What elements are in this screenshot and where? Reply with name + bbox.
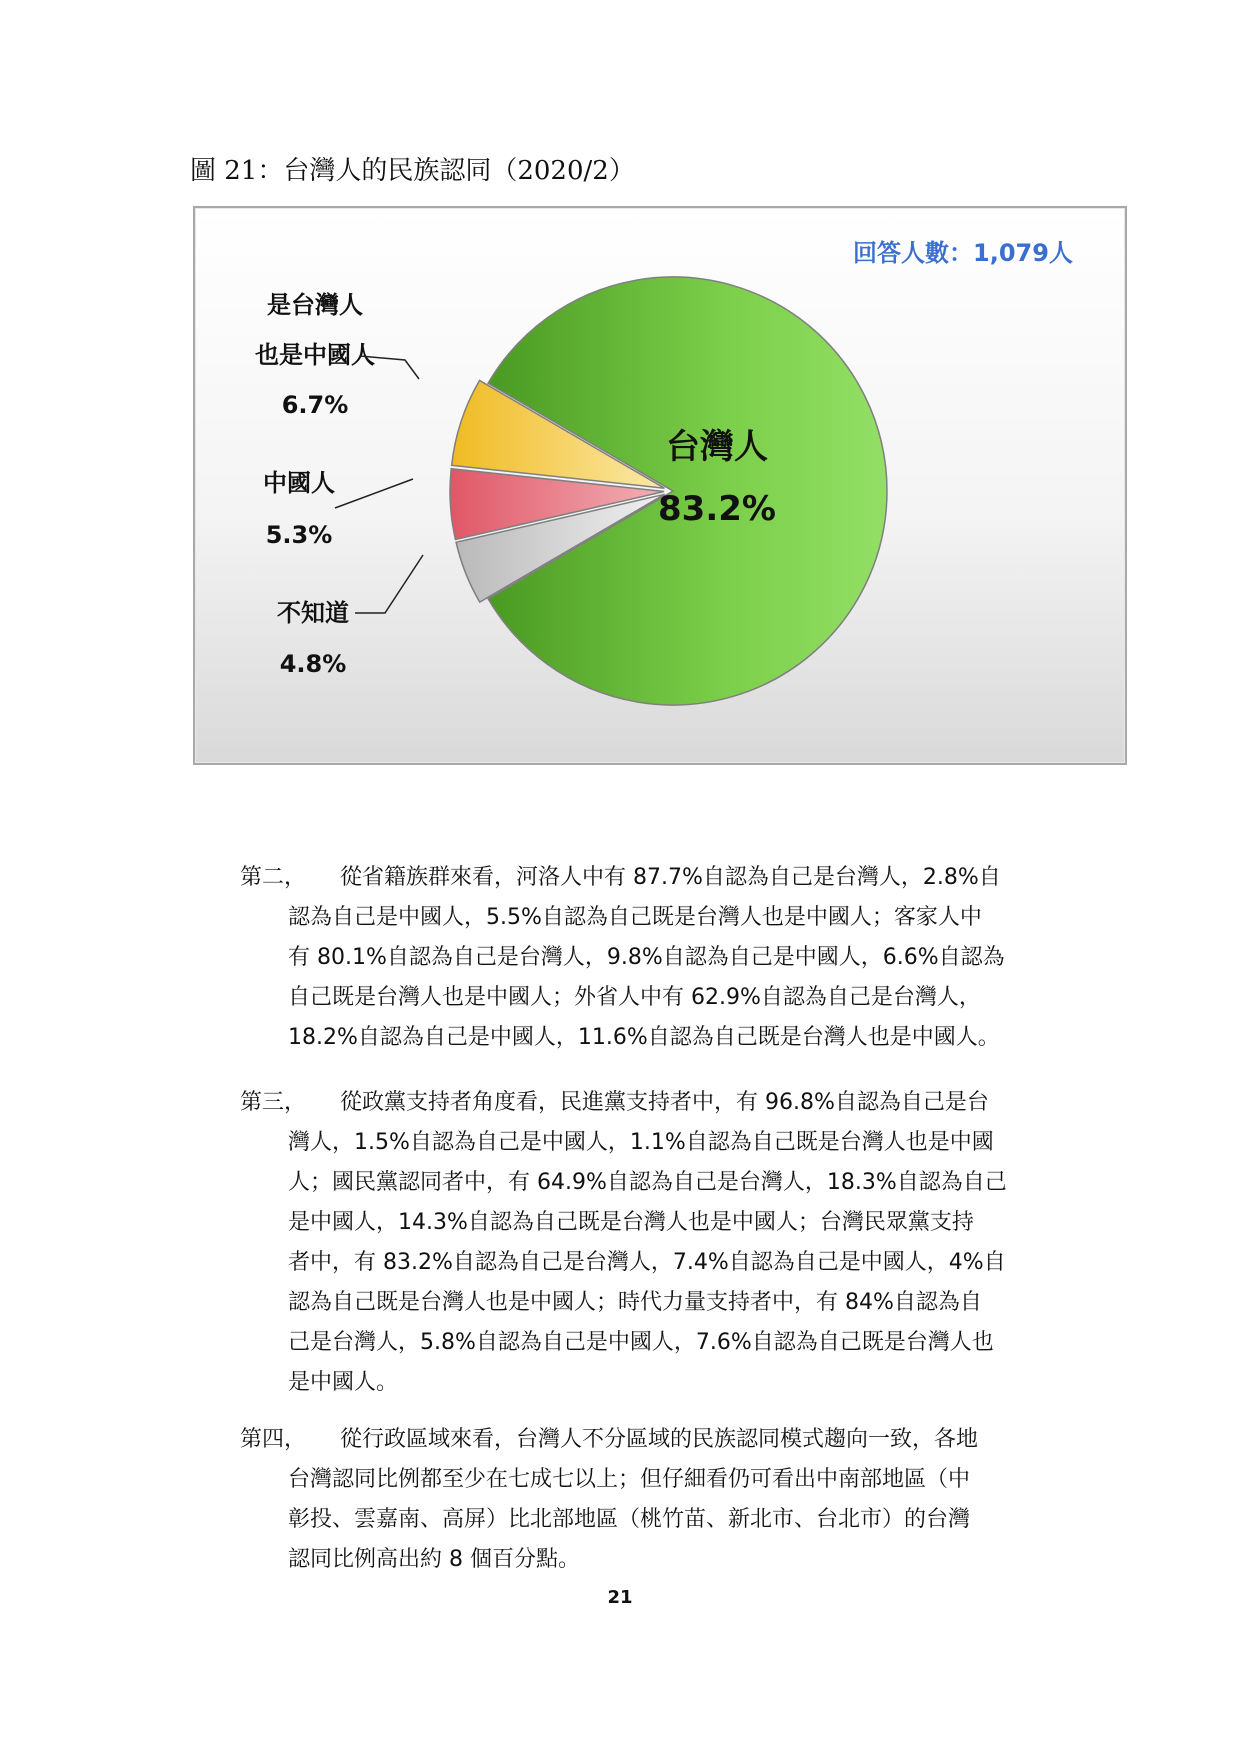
paragraph-line: 認為自己是中國人，5.5%自認為自己既是台灣人也是中國人；客家人中	[288, 905, 982, 930]
slice-label-value-2: 5.3%	[265, 521, 333, 549]
leader-line-2	[335, 479, 413, 508]
slice-label-name-1: 是台灣人	[267, 291, 363, 319]
paragraph-line: 彰投、雲嘉南、高屏）比北部地區（桃竹苗、新北市、台北市）的台灣	[288, 1507, 971, 1532]
paragraph-first-line: 從省籍族群來看，河洛人中有 87.7%自認為自己是台灣人，2.8%自	[340, 865, 1001, 890]
paragraph-line: 18.2%自認為自己是中國人，11.6%自認為自己既是台灣人也是中國人。	[288, 1025, 1000, 1050]
paragraph-line: 台灣認同比例都至少在七成七以上；但仔細看仍可看出中南部地區（中	[288, 1467, 971, 1492]
paragraph-line: 者中，有 83.2%自認為自己是台灣人，7.4%自認為自己是中國人，4%自	[288, 1250, 1006, 1275]
respondent-count: 回答人數：1,079人	[853, 239, 1073, 267]
slice-label-name-3: 不知道	[277, 599, 349, 627]
paragraph-line: 認為自己既是台灣人也是中國人；時代力量支持者中，有 84%自認為自	[288, 1290, 982, 1315]
page-number: 21	[607, 1587, 633, 1608]
paragraph-first-line: 從行政區域來看，台灣人不分區域的民族認同模式趨向一致，各地	[340, 1427, 979, 1452]
leader-line-3	[355, 555, 423, 613]
paragraph-line: 認同比例高出約 8 個百分點。	[288, 1547, 580, 1572]
figure-title: 圖 21：台灣人的民族認同（2020/2）	[190, 156, 635, 186]
slice-label-name-1: 也是中國人	[255, 341, 375, 369]
paragraph-line: 灣人，1.5%自認為自己是中國人，1.1%自認為自己既是台灣人也是中國	[288, 1130, 994, 1155]
paragraph-line: 是中國人，14.3%自認為自己既是台灣人也是中國人；台灣民眾黨支持	[288, 1210, 974, 1235]
paragraph-3	[240, 1083, 1050, 1403]
paragraph-line: 自己既是台灣人也是中國人；外省人中有 62.9%自認為自己是台灣人，	[288, 985, 981, 1010]
slice-label-value-1: 6.7%	[281, 391, 349, 419]
paragraph-head: 第三，	[240, 1090, 307, 1115]
paragraph-head: 第二，	[240, 865, 307, 890]
paragraph-2	[240, 858, 1050, 1058]
pie-chart	[195, 208, 1125, 763]
paragraph-line: 人；國民黨認同者中，有 64.9%自認為自己是台灣人，18.3%自認為自己	[288, 1170, 1007, 1195]
pie-chart-panel	[193, 206, 1127, 765]
paragraph-first-line: 從政黨支持者角度看，民進黨支持者中，有 96.8%自認為自己是台	[340, 1090, 989, 1115]
paragraph-4	[240, 1420, 1050, 1580]
paragraph-line: 己是台灣人，5.8%自認為自己是中國人，7.6%自認為自己既是台灣人也	[288, 1330, 994, 1355]
slice-label-value-0: 83.2%	[658, 489, 776, 529]
slice-label-name-0: 台灣人	[666, 427, 768, 467]
paragraph-head: 第四，	[240, 1427, 307, 1452]
slice-label-value-3: 4.8%	[279, 650, 347, 678]
slice-label-name-2: 中國人	[263, 469, 335, 497]
paragraph-line: 有 80.1%自認為自己是台灣人，9.8%自認為自己是中國人，6.6%自認為	[288, 945, 1005, 970]
paragraph-line: 是中國人。	[288, 1370, 399, 1395]
